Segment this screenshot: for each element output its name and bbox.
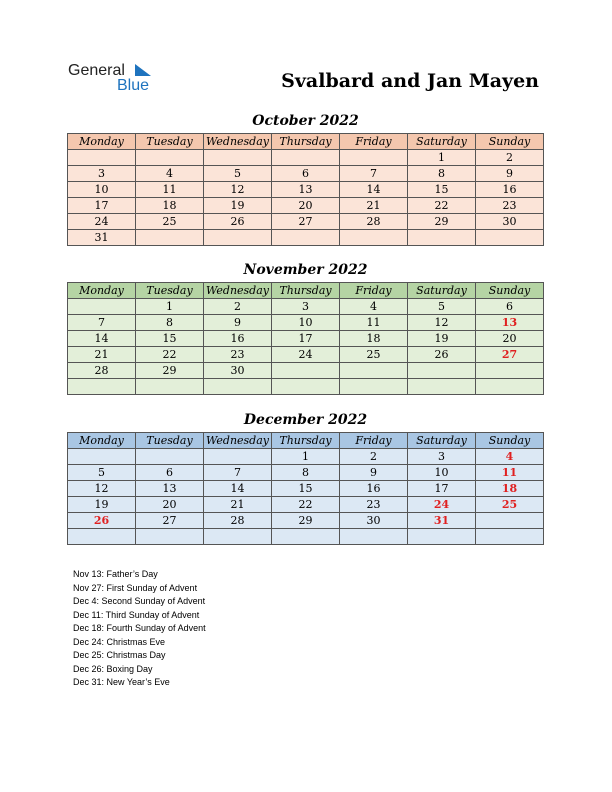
weekday-header: Wednesday: [204, 283, 272, 299]
logo-text-blue: Blue: [117, 77, 150, 94]
empty-day-cell: [476, 230, 544, 246]
day-cell: 14: [340, 182, 408, 198]
day-cell: 10: [408, 465, 476, 481]
day-cell: 18: [340, 331, 408, 347]
weekday-header: Wednesday: [204, 433, 272, 449]
day-cell: 30: [204, 363, 272, 379]
day-cell: 13: [136, 481, 204, 497]
day-cell: 17: [408, 481, 476, 497]
weekday-header-row: [68, 283, 544, 299]
empty-day-cell: [408, 529, 476, 545]
day-cell: 30: [476, 214, 544, 230]
day-cell: 7: [204, 465, 272, 481]
empty-day-cell: [68, 299, 136, 315]
empty-day-cell: [136, 529, 204, 545]
logo-text-general: General: [68, 62, 125, 79]
holiday-item: Dec 24: Christmas Eve: [73, 636, 166, 647]
weekday-header: Saturday: [408, 433, 476, 449]
day-cell: 14: [68, 331, 136, 347]
page-title: Svalbard and Jan Mayen: [281, 70, 539, 92]
holiday-item: Dec 25: Christmas Day: [73, 650, 166, 660]
empty-day-cell: [68, 529, 136, 545]
week-row: [68, 214, 544, 230]
weekday-header: Tuesday: [136, 283, 204, 299]
empty-day-cell: [136, 449, 204, 465]
day-cell: 30: [340, 513, 408, 529]
day-cell: 3: [68, 166, 136, 182]
day-cell: 1: [272, 449, 340, 465]
holiday-item: Nov 13: Father’s Day: [73, 569, 158, 579]
day-cell: 2: [476, 150, 544, 166]
day-cell: 11: [136, 182, 204, 198]
weekday-header: Tuesday: [136, 433, 204, 449]
weekday-header: Friday: [340, 134, 408, 150]
empty-day-cell: [272, 379, 340, 395]
month-december: [67, 412, 544, 545]
week-row: [68, 315, 544, 331]
empty-day-cell: [272, 230, 340, 246]
empty-day-cell: [136, 150, 204, 166]
day-cell: 28: [204, 513, 272, 529]
day-cell: 1: [408, 150, 476, 166]
day-cell: 22: [136, 347, 204, 363]
weekday-header: Monday: [68, 433, 136, 449]
day-cell: 4: [340, 299, 408, 315]
week-row: [68, 481, 544, 497]
weekday-header: Sunday: [476, 283, 544, 299]
weekday-header: Saturday: [408, 283, 476, 299]
holiday-item: Nov 27: First Sunday of Advent: [73, 582, 198, 593]
day-cell: 28: [68, 363, 136, 379]
week-row: [68, 166, 544, 182]
day-cell: 19: [408, 331, 476, 347]
empty-day-cell: [136, 379, 204, 395]
day-cell: 25: [340, 347, 408, 363]
month-title: November 2022: [243, 262, 368, 278]
week-row: [68, 449, 544, 465]
day-cell: 1: [136, 299, 204, 315]
day-cell: 29: [408, 214, 476, 230]
day-cell: 5: [408, 299, 476, 315]
day-cell: 27: [272, 214, 340, 230]
day-cell: 19: [204, 198, 272, 214]
empty-day-cell: [476, 513, 544, 529]
empty-day-cell: [204, 449, 272, 465]
empty-day-cell: [408, 230, 476, 246]
day-cell: 17: [272, 331, 340, 347]
weekday-header: Sunday: [476, 134, 544, 150]
holiday-item: Dec 26: Boxing Day: [73, 663, 153, 674]
empty-day-cell: [68, 150, 136, 166]
day-cell: 31: [408, 513, 476, 529]
holiday-item: Dec 18: Fourth Sunday of Advent: [73, 623, 206, 633]
weekday-header: Friday: [340, 283, 408, 299]
empty-day-cell: [340, 363, 408, 379]
day-cell: 20: [476, 331, 544, 347]
day-cell: 15: [272, 481, 340, 497]
empty-day-cell: [476, 529, 544, 545]
day-cell: 21: [340, 198, 408, 214]
empty-day-cell: [476, 363, 544, 379]
day-cell: 17: [68, 198, 136, 214]
day-cell: 8: [136, 315, 204, 331]
day-cell: 12: [68, 481, 136, 497]
day-cell: 22: [272, 497, 340, 513]
day-cell: 4: [476, 449, 544, 465]
calendar-table: [67, 432, 544, 545]
logo-triangle-icon: [135, 64, 151, 76]
day-cell: 23: [204, 347, 272, 363]
empty-day-cell: [408, 379, 476, 395]
calendar-table: [67, 282, 544, 395]
month-november: [67, 262, 544, 395]
weekday-header: Thursday: [272, 433, 340, 449]
day-cell: 21: [68, 347, 136, 363]
day-cell: 20: [136, 497, 204, 513]
week-row: [68, 529, 544, 545]
week-row: [68, 497, 544, 513]
week-row: [68, 331, 544, 347]
day-cell: 24: [408, 497, 476, 513]
day-cell: 6: [476, 299, 544, 315]
week-row: [68, 465, 544, 481]
week-row: [68, 363, 544, 379]
weekday-header: Monday: [68, 283, 136, 299]
weekday-header: Saturday: [408, 134, 476, 150]
day-cell: 24: [68, 214, 136, 230]
week-row: [68, 230, 544, 246]
week-row: [68, 150, 544, 166]
empty-day-cell: [340, 150, 408, 166]
empty-day-cell: [272, 150, 340, 166]
day-cell: 3: [272, 299, 340, 315]
empty-day-cell: [204, 379, 272, 395]
empty-day-cell: [272, 529, 340, 545]
day-cell: 23: [340, 497, 408, 513]
weekday-header: Monday: [68, 134, 136, 150]
day-cell: 11: [476, 465, 544, 481]
month-title: October 2022: [252, 113, 359, 129]
day-cell: 21: [204, 497, 272, 513]
day-cell: 10: [272, 315, 340, 331]
weekday-header-row: [68, 134, 544, 150]
day-cell: 13: [272, 182, 340, 198]
week-row: [68, 347, 544, 363]
month-title: December 2022: [243, 412, 368, 428]
day-cell: 5: [204, 166, 272, 182]
week-row: [68, 299, 544, 315]
day-cell: 27: [476, 347, 544, 363]
day-cell: 20: [272, 198, 340, 214]
holiday-list: [73, 568, 206, 690]
day-cell: 5: [68, 465, 136, 481]
day-cell: 16: [476, 182, 544, 198]
day-cell: 11: [340, 315, 408, 331]
weekday-header: Sunday: [476, 433, 544, 449]
day-cell: 31: [68, 230, 136, 246]
day-cell: 2: [340, 449, 408, 465]
empty-day-cell: [340, 379, 408, 395]
day-cell: 4: [136, 166, 204, 182]
day-cell: 27: [136, 513, 204, 529]
week-row: [68, 513, 544, 529]
calendar-table: [67, 133, 544, 246]
day-cell: 7: [340, 166, 408, 182]
day-cell: 26: [204, 214, 272, 230]
day-cell: 9: [204, 315, 272, 331]
empty-day-cell: [204, 150, 272, 166]
day-cell: 12: [408, 315, 476, 331]
empty-day-cell: [340, 230, 408, 246]
day-cell: 18: [136, 198, 204, 214]
day-cell: 3: [408, 449, 476, 465]
week-row: [68, 198, 544, 214]
empty-day-cell: [68, 449, 136, 465]
day-cell: 7: [68, 315, 136, 331]
day-cell: 14: [204, 481, 272, 497]
empty-day-cell: [476, 379, 544, 395]
day-cell: 29: [272, 513, 340, 529]
day-cell: 18: [476, 481, 544, 497]
empty-day-cell: [68, 379, 136, 395]
day-cell: 12: [204, 182, 272, 198]
day-cell: 8: [272, 465, 340, 481]
day-cell: 22: [408, 198, 476, 214]
weekday-header: Thursday: [272, 134, 340, 150]
empty-day-cell: [340, 529, 408, 545]
week-row: [68, 182, 544, 198]
day-cell: 26: [68, 513, 136, 529]
weekday-header: Wednesday: [204, 134, 272, 150]
day-cell: 25: [136, 214, 204, 230]
day-cell: 16: [340, 481, 408, 497]
day-cell: 19: [68, 497, 136, 513]
weekday-header: Thursday: [272, 283, 340, 299]
day-cell: 6: [272, 166, 340, 182]
day-cell: 13: [476, 315, 544, 331]
day-cell: 16: [204, 331, 272, 347]
empty-day-cell: [136, 230, 204, 246]
empty-day-cell: [272, 363, 340, 379]
day-cell: 9: [476, 166, 544, 182]
day-cell: 2: [204, 299, 272, 315]
day-cell: 23: [476, 198, 544, 214]
day-cell: 8: [408, 166, 476, 182]
day-cell: 10: [68, 182, 136, 198]
weekday-header-row: [68, 433, 544, 449]
day-cell: 15: [408, 182, 476, 198]
month-october: [67, 113, 544, 246]
weekday-header: Friday: [340, 433, 408, 449]
day-cell: 9: [340, 465, 408, 481]
day-cell: 6: [136, 465, 204, 481]
generalblue-logo: [68, 62, 168, 96]
day-cell: 26: [408, 347, 476, 363]
day-cell: 29: [136, 363, 204, 379]
empty-day-cell: [204, 230, 272, 246]
holiday-item: Dec 11: Third Sunday of Advent: [73, 609, 200, 620]
empty-day-cell: [204, 529, 272, 545]
day-cell: 15: [136, 331, 204, 347]
weekday-header: Tuesday: [136, 134, 204, 150]
week-row: [68, 379, 544, 395]
day-cell: 25: [476, 497, 544, 513]
holiday-item: Dec 4: Second Sunday of Advent: [73, 596, 206, 606]
day-cell: 28: [340, 214, 408, 230]
empty-day-cell: [408, 363, 476, 379]
holiday-item: Dec 31: New Year’s Eve: [73, 677, 170, 687]
day-cell: 24: [272, 347, 340, 363]
